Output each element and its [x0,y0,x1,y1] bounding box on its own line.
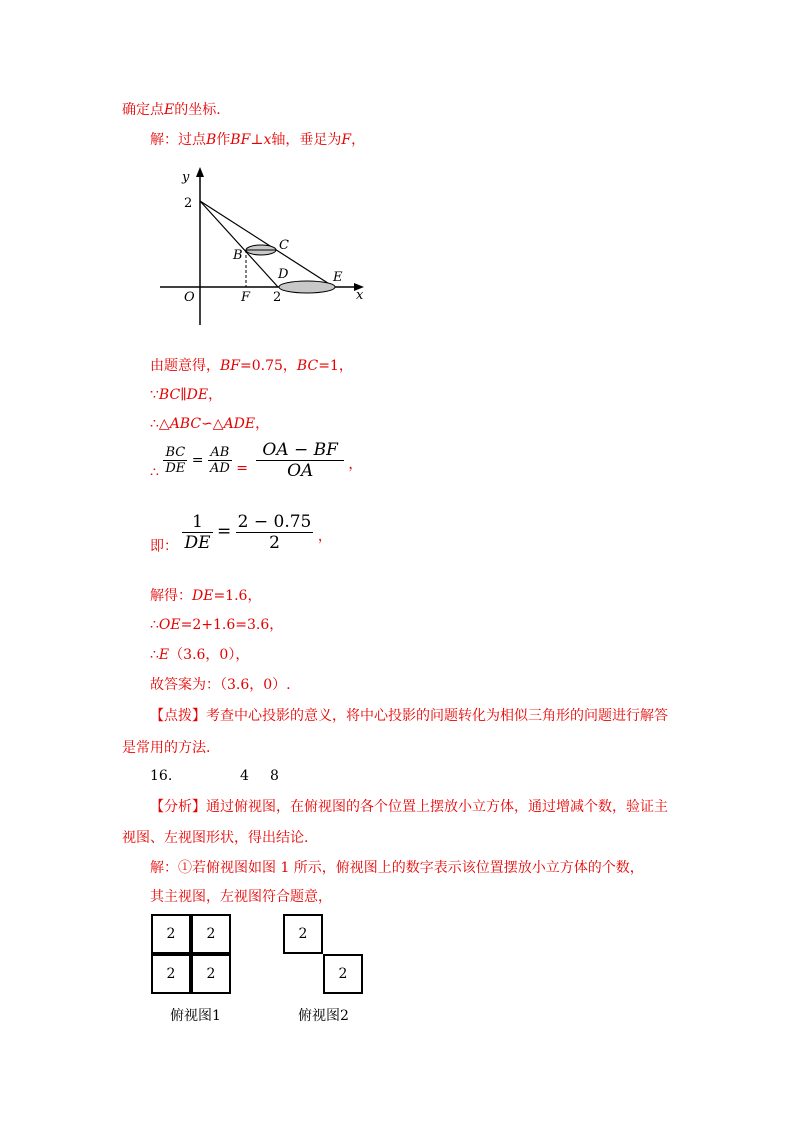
grid-cell: 2 [151,954,191,994]
text: ， [255,416,270,432]
figure-caption: 俯视图1 [170,1008,221,1024]
numerator: AB [208,445,232,461]
text: BC [296,358,319,374]
text-line-2 [150,130,365,150]
answer-blank-1 [240,766,249,786]
ellipse-de [279,281,335,293]
text: 由题意得， [150,358,220,374]
answer-value: 8 [270,768,279,784]
text-line-10 [150,645,249,665]
figure-caption: 俯视图2 [298,1008,349,1024]
text: BC [158,387,181,403]
text: E [164,102,175,118]
numerator: BC [163,445,187,461]
text: DE [186,387,209,403]
denominator: OA [287,461,314,481]
text: （3.6，0）， [169,647,250,663]
text: 作 [216,132,231,148]
solution-line-cont [150,887,332,907]
text: ABC [169,416,202,432]
origin-label: O [184,290,195,305]
answer-blank-2 [270,766,279,786]
text: 轴，垂足为 [271,132,342,148]
y-tick-2: 2 [184,196,193,211]
text: 即： [150,538,178,555]
denominator: DE [184,533,211,553]
y-axis-label: y [182,170,190,185]
analysis-line-cont [122,828,308,848]
point-c-label: C [279,238,289,253]
text: 解得： [150,588,192,604]
analysis-line [150,797,668,817]
text: 视图、左视图形状，得出结论. [122,830,309,846]
text: 其主视图，左视图符合题意， [150,889,332,905]
proportion-equation [150,440,362,481]
point-d-label: D [278,267,289,282]
numerator: 1 [182,512,212,533]
equals-sign: = [216,521,232,542]
equals-sign: = [191,452,204,469]
text: E [158,647,170,663]
fraction-2-075 [236,512,314,553]
text: ∵ [150,387,159,403]
numerator: OA − BF [256,440,344,461]
text: ， [317,528,332,545]
text: OE [158,617,181,633]
grid-cell: 2 [323,954,363,994]
therefore-symbol: ∴ [150,464,159,481]
answer-value: 4 [240,768,249,784]
text: 解：过点 [150,132,206,148]
projection-figure [160,165,370,335]
denominator: DE [165,461,186,476]
answer-line [150,675,291,695]
text: ， [351,132,366,148]
text: 是常用的方法. [122,740,211,756]
fraction-bc-de [163,445,187,476]
text: B [206,132,217,148]
text-line-1 [122,100,221,120]
text: x [263,132,272,148]
text: =1， [318,358,353,374]
numerator: 2 − 0.75 [237,512,312,532]
text: ∽△ [201,416,224,432]
text: BF [230,132,251,148]
text: 【分析】通过俯视图，在俯视图的各个位置上摆放小立方体，通过增减个数，验证主 [150,799,668,815]
question-number: 16. [150,768,173,784]
point-e-label: E [333,270,343,285]
text: 解：①若俯视图如图 1 所示，俯视图上的数字表示该位置摆放小立方体的个数， [150,860,644,876]
text: 确定点 [122,102,164,118]
text-line-5 [150,414,269,434]
tip-line-cont [122,738,210,758]
text-line-4 [150,385,222,405]
text: ， [348,456,363,473]
equals-sign: = [236,460,248,477]
text: ∴ [150,647,159,663]
x-axis-label: x [356,288,364,303]
y-axis-arrow [196,167,204,177]
text: ∴△ [150,416,170,432]
text: 【点拨】考查中心投影的意义，将中心投影的问题转化为相似三角形的问题进行解答 [150,708,668,724]
text: =0.75， [240,358,297,374]
text: BF [220,358,241,374]
substitution-equation [150,512,332,556]
text: 故答案为：（3.6，0）. [150,677,291,693]
text: ⊥ [250,132,264,148]
text: 的坐标. [174,102,221,118]
text: ， [208,387,223,403]
fraction-ab-ad [208,445,232,476]
text: ∴ [150,617,159,633]
text-line-8 [150,586,261,606]
text: =2+1.6=3.6， [180,617,284,633]
x-tick-2: 2 [273,290,282,305]
text-line-3 [150,356,353,376]
tip-line [150,706,668,726]
grid-cell: 2 [191,914,231,954]
text: =1.6， [213,588,262,604]
text: F [341,132,352,148]
denominator: AD [209,461,230,476]
text-line-9 [150,615,283,635]
fraction-1-de [182,512,212,553]
grid-cell: 2 [283,914,323,954]
text: ADE [223,416,256,432]
point-b-label: B [233,248,243,263]
text: DE [192,588,214,604]
grid-cell: 2 [191,954,231,994]
text: ∥ [180,387,187,403]
solution-line [150,858,644,878]
point-f-label: F [241,290,251,305]
denominator: 2 [269,533,280,553]
fraction-oa-bf [256,440,344,481]
grid-cell: 2 [151,914,191,954]
question-16-line [150,766,172,786]
